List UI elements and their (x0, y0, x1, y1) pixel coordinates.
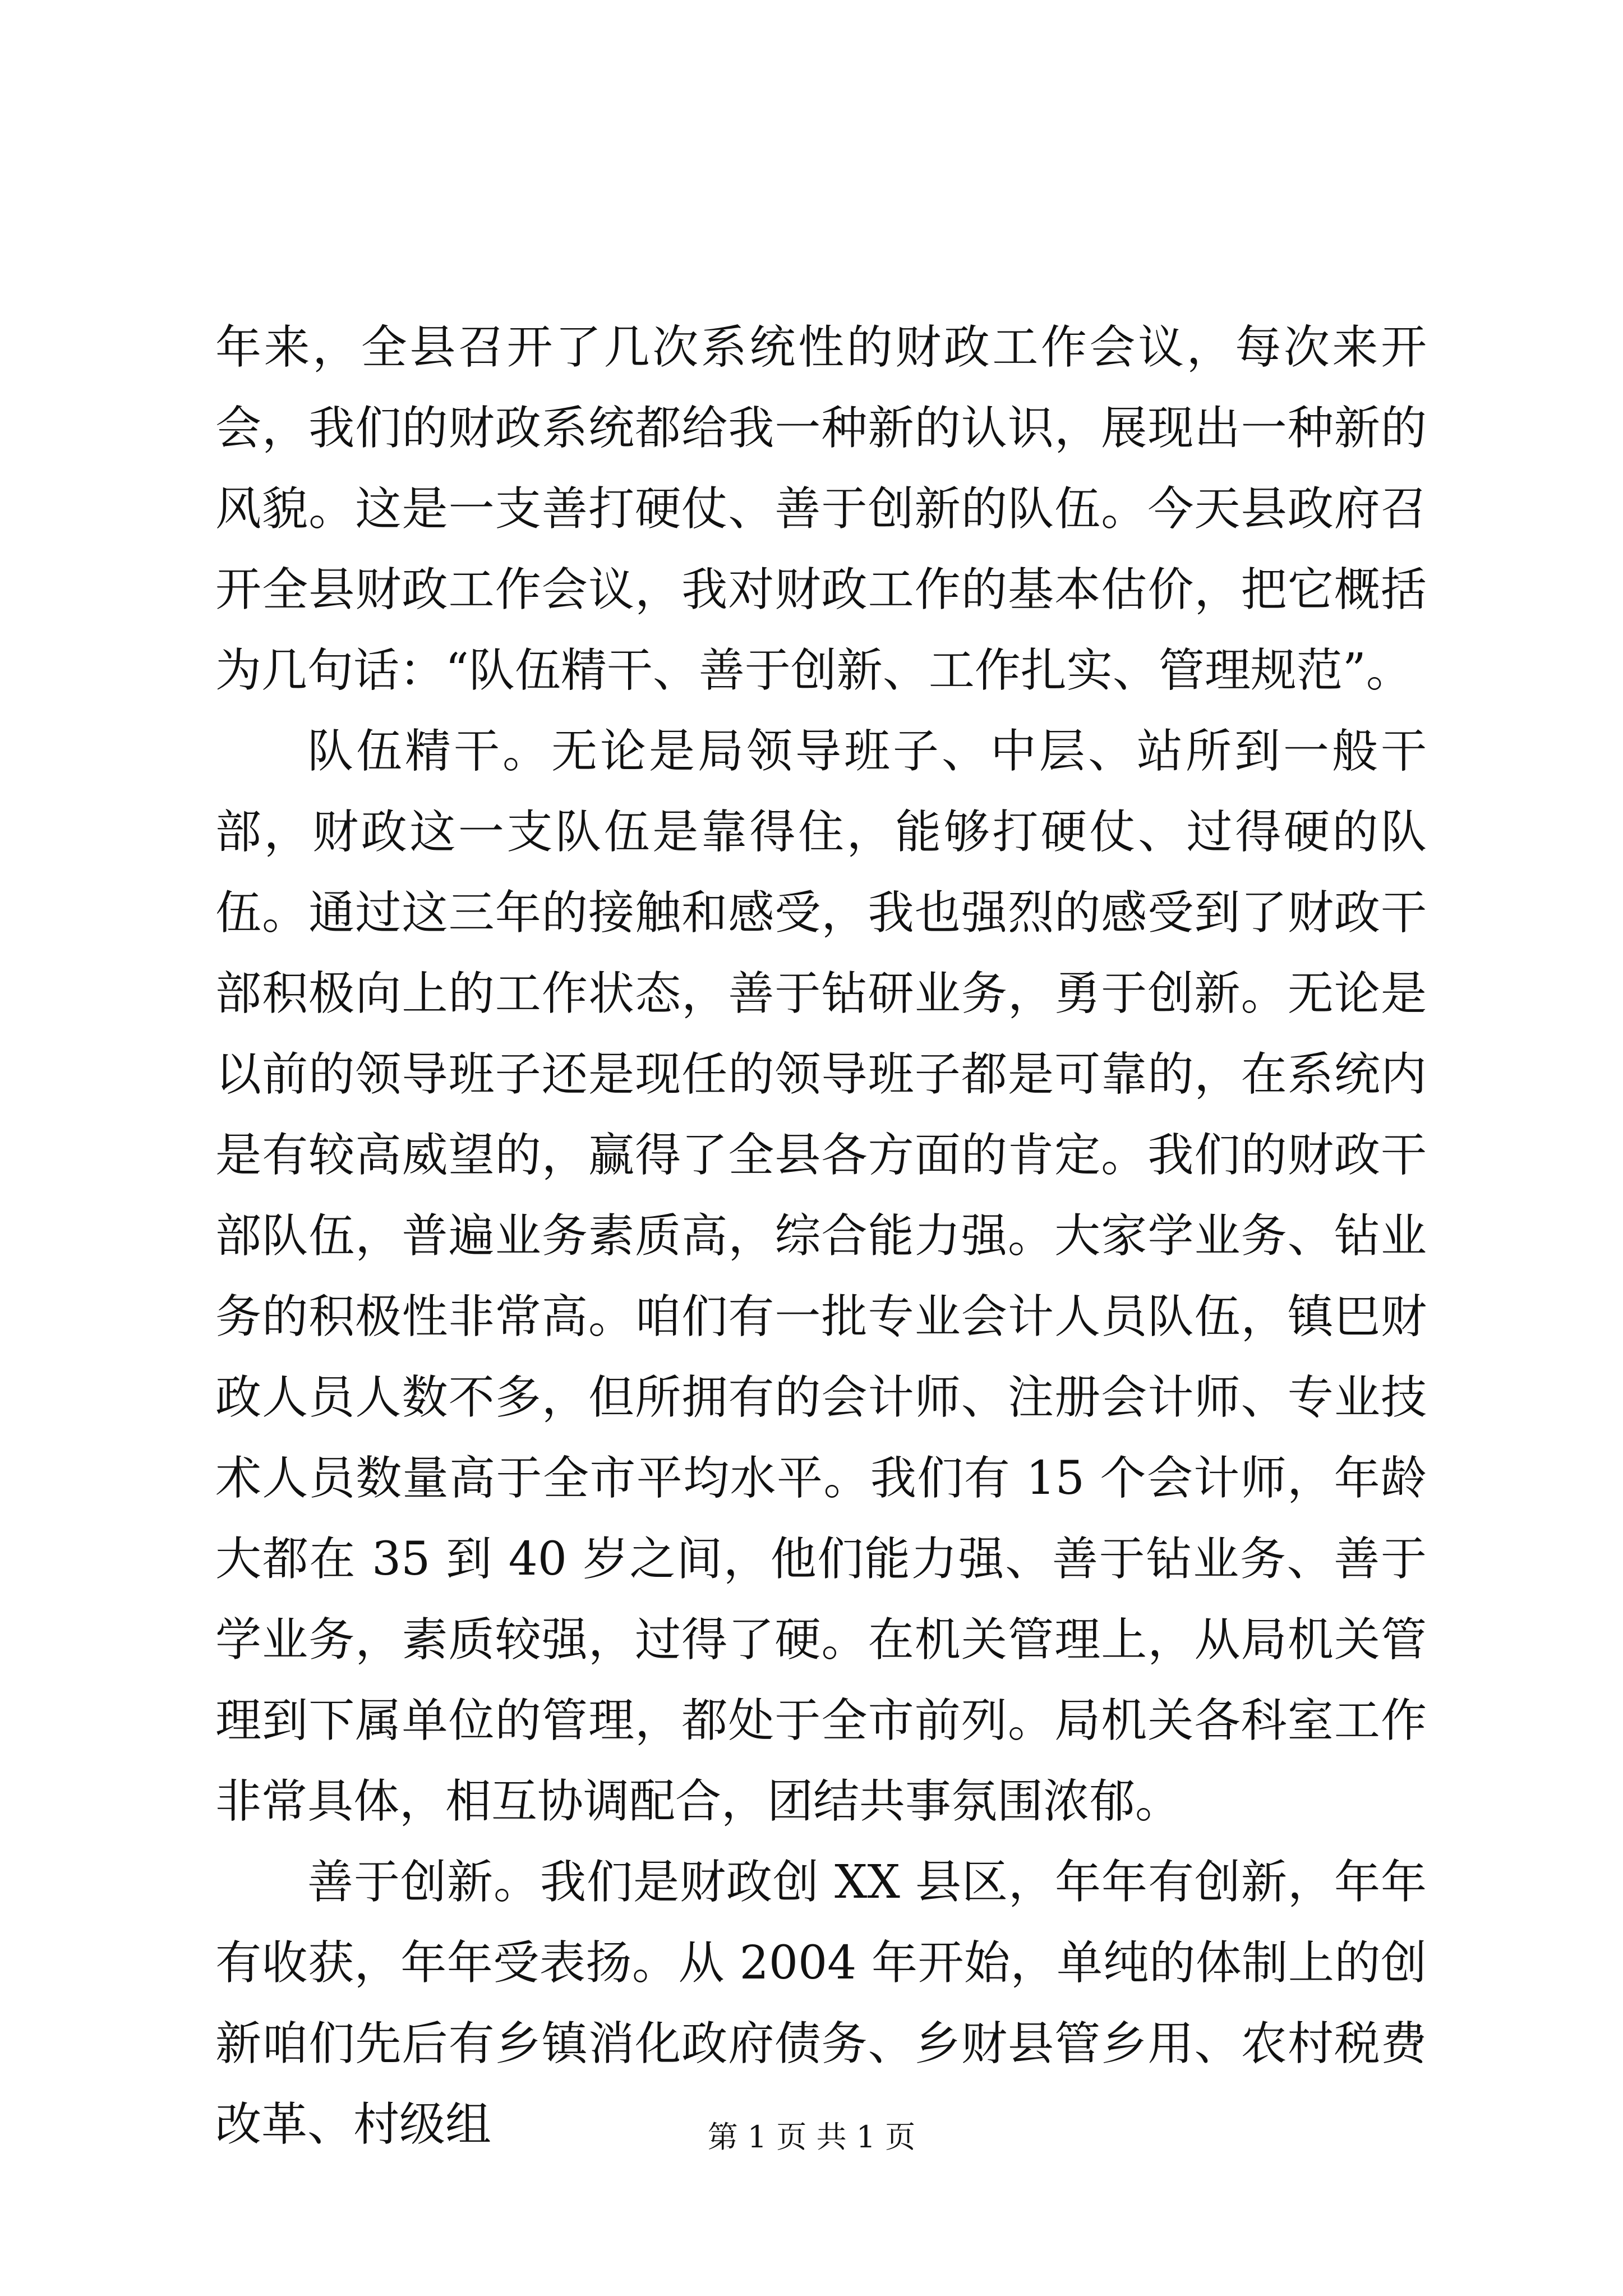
paragraph: 年来，全县召开了几次系统性的财政工作会议，每次来开会，我们的财政系统都给我一种新的认识，展现出一种新的风貌。这是一支善打硬仗、善于创新的队伍。今天县政府召开全县财政工作会议，我对财政工作的基本估价，把它概括为几句话：“队伍精干、善于创新、工作扎实、管理规范”。 (215, 321, 1427, 697)
paragraph: 善于创新。我们是财政创 XX 县区，年年有创新，年年有收获，年年受表扬。从 2004 年开始，单纯的体制上的创新咱们先后有乡镇消化政府债务、乡财县管乡用、农村税费改革、村级组 (215, 1856, 1427, 2151)
paragraph: 队伍精干。无论是局领导班子、中层、站所到一般干部，财政这一支队伍是靠得住，能够打硬仗、过得硬的队伍。通过这三年的接触和感受，我也强烈的感受到了财政干部积极向上的工作状态，善于钻研业务，勇于创新。无论是以前的领导班子还是现任的领导班子都是可靠的，在系统内是有较高威望的，赢得了全县各方面的肯定。我们的财政干部队伍，普遍业务素质高，综合能力强。大家学业务、钻业务的积极性非常高。咱们有一批专业会计人员队伍，镇巴财政人员人数不多，但所拥有的会计师、注册会计师、专业技术人员数量高于全市平均水平。我们有 15 个会计师，年龄大都在 35 到 40 岁之间，他们能力强、善于钻业务、善于学业务，素质较强，过得了硬。在机关管理上，从局机关管理到下属单位的管理，都处于全市前列。局机关各科室工作非常具体，相互协调配合，团结共事氛围浓郁。 (215, 725, 1427, 1828)
page-footer: 第 1 页 共 1 页 (707, 2119, 916, 2155)
document-body (215, 307, 1427, 2165)
